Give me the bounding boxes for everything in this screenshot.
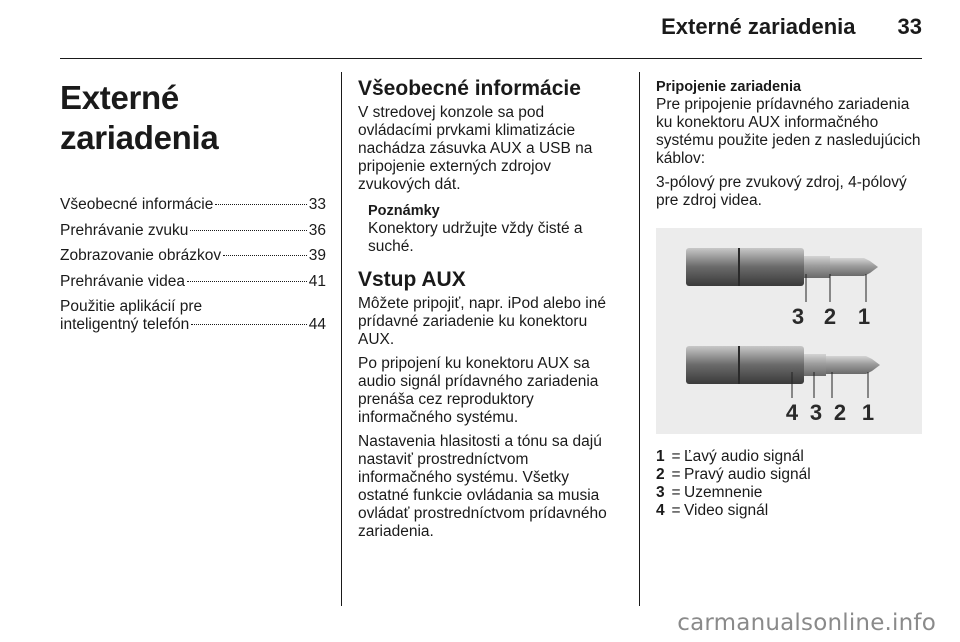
toc-entry-page: 33 <box>308 196 326 213</box>
legend-item <box>656 466 926 484</box>
column-divider <box>639 72 640 606</box>
chapter-title: Externé zariadenia <box>60 79 219 156</box>
legend-text: Video signál <box>684 502 769 519</box>
plug-illustration <box>656 228 922 434</box>
aux-paragraph-3: Nastavenia hlasitosti a tónu sa dajú nastaviť prostredníctvom informačného systému. Všetky ostatné funkcie ovládania sa musia ovládať prostredníctvom prídavného zariadenia. <box>358 433 607 540</box>
legend-separator: = <box>671 502 681 519</box>
toc-entry-title: Zobrazovanie obrázkov <box>60 247 222 264</box>
aux-plug-figure <box>656 228 922 434</box>
toc-entry-title: Prehrávanie videa <box>60 272 185 290</box>
toc-leader <box>190 230 306 231</box>
note-text: Konektory udržujte vždy čisté a suché. <box>368 220 583 255</box>
legend-item <box>656 502 926 520</box>
toc-leader <box>187 281 307 282</box>
figure-legend <box>656 448 926 520</box>
legend-number: 4 <box>656 502 665 519</box>
toc-entry-title: inteligentný telefón <box>60 316 190 333</box>
aux-paragraph-1: Môžete pripojiť, napr. iPod alebo iné prídavné zariadenie ku konektoru AUX. <box>358 295 606 348</box>
legend-number: 1 <box>656 448 665 465</box>
connect-paragraph-2: 3-pólový pre zvukový zdroj, 4-pólový pre zdroj videa. <box>656 174 907 209</box>
legend-number: 3 <box>656 484 665 501</box>
toc-entry[interactable] <box>60 273 326 291</box>
plug-4-label: 3 <box>809 400 823 425</box>
toc-leader <box>223 255 307 256</box>
toc-entry-page: 44 <box>308 316 326 333</box>
general-paragraph: V stredovej konzole sa pod ovládacími prvkami klimatizácie nachádza zásuvka AUX a USB na pripojenie externých zdrojov zvukových dát. <box>358 104 593 193</box>
plug-3-label: 2 <box>823 304 837 329</box>
column-toc <box>60 72 326 342</box>
legend-separator: = <box>671 466 681 483</box>
legend-number: 2 <box>656 466 665 483</box>
toc-leader <box>215 204 306 205</box>
column-general <box>358 72 622 547</box>
plug-4-label: 2 <box>833 400 847 425</box>
section-title-aux: Vstup AUX <box>358 268 466 291</box>
subsection-title-connect: Pripojenie zariadenia <box>656 79 802 95</box>
toc-entry-title: Všeobecné informácie <box>60 196 214 213</box>
note-title: Poznámky <box>368 203 440 219</box>
toc-entry-title: Prehrávanie zvuku <box>60 221 189 239</box>
header-rule <box>60 58 922 59</box>
legend-item <box>656 484 926 502</box>
legend-separator: = <box>671 484 681 501</box>
toc-entry-page: 36 <box>308 221 326 239</box>
plug-3-label: 3 <box>791 304 805 329</box>
note-box <box>368 202 622 256</box>
page-number: 33 <box>897 14 922 39</box>
toc-entry[interactable] <box>60 222 326 240</box>
toc-entry-page: 41 <box>308 272 326 290</box>
running-head <box>60 14 922 40</box>
toc-entry-title-line1: Použitie aplikácií pre <box>60 298 203 315</box>
toc-entry[interactable] <box>60 196 326 214</box>
legend-text: Pravý audio signál <box>684 466 811 483</box>
plug-4-label: 1 <box>861 400 875 425</box>
running-head-title: Externé zariadenia <box>661 14 856 39</box>
aux-paragraph-2: Po pripojení ku konektoru AUX sa audio signál prídavného zariadenia prenáša cez reproduktory informačného systému. <box>358 355 599 426</box>
watermark: carmanualsonline.info <box>677 610 936 636</box>
toc-entry-page: 39 <box>308 247 326 264</box>
section-title-general: Všeobecné informácie <box>358 77 581 100</box>
toc-leader <box>191 324 306 325</box>
toc-entry[interactable] <box>60 247 326 265</box>
toc-entry[interactable] <box>60 298 326 334</box>
legend-text: Ľavý audio signál <box>684 448 804 465</box>
legend-text: Uzemnenie <box>684 484 763 501</box>
plug-3-label: 1 <box>857 304 871 329</box>
legend-separator: = <box>671 448 681 465</box>
legend-item <box>656 448 926 466</box>
table-of-contents <box>60 196 326 334</box>
connect-paragraph-1: Pre pripojenie prídavného zariadenia ku konektoru AUX informačného systému použite jeden z nasledujúcich káblov: <box>656 96 921 167</box>
plug-4-label: 4 <box>785 400 799 425</box>
column-connect <box>656 72 926 520</box>
column-divider <box>341 72 342 606</box>
